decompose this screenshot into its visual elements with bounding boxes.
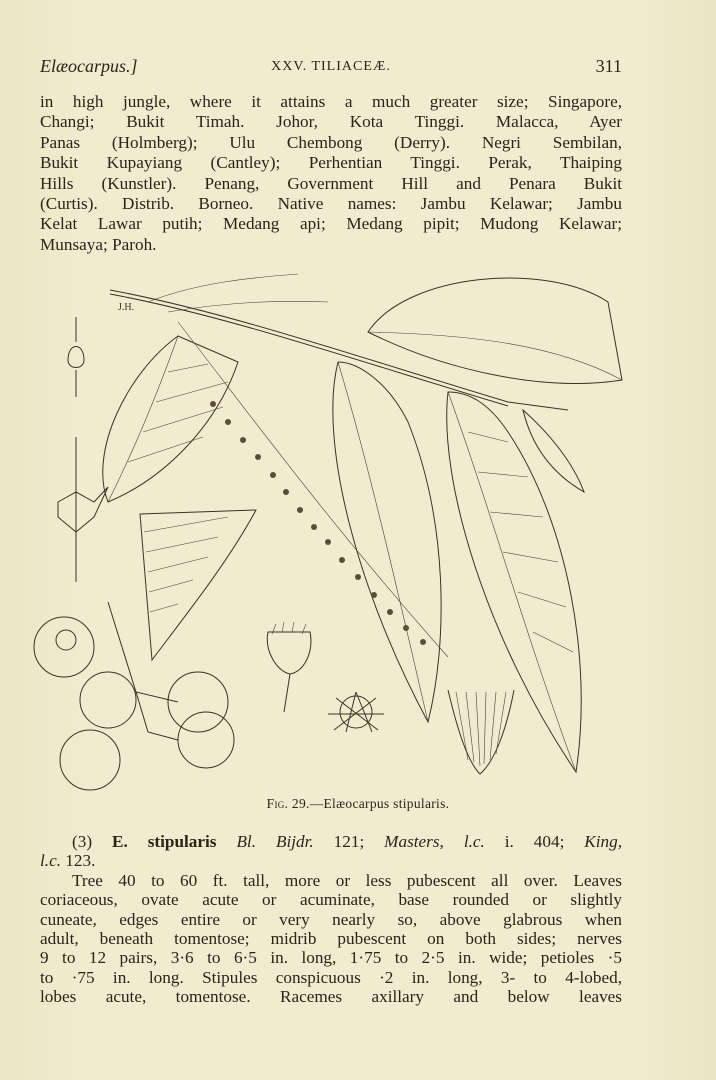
fruit-cluster xyxy=(60,602,234,790)
text-line: in high jungle, where it attains a much greater size; Singapore, xyxy=(40,92,622,111)
reference-work: l.c. xyxy=(40,851,61,871)
raceme-flowers xyxy=(210,401,426,645)
leaf-right xyxy=(447,392,581,772)
reference-page: 123. xyxy=(65,851,96,871)
leaf-center xyxy=(333,362,441,722)
page-number: 311 xyxy=(595,56,622,76)
bud-detail xyxy=(68,317,84,397)
reference-work: l.c. xyxy=(463,832,485,851)
branch xyxy=(110,290,568,410)
description-line: adult, beneath tomentose; midrib pubescent on both sides; nerves xyxy=(40,929,622,949)
text-line: Changi; Bukit Timah. Johor, Kota Tinggi. Malacca, Ayer xyxy=(40,112,622,132)
flower-top-view xyxy=(328,692,384,732)
artist-initials: J.H. xyxy=(118,302,135,313)
description-line: to ·75 in. long. Stipules conspicuous ·2 in. long, 3- to 4-lobed, xyxy=(40,967,622,987)
species-heading-line xyxy=(40,832,622,851)
botanical-illustration xyxy=(28,262,628,792)
continuation-paragraph xyxy=(40,92,622,255)
text-line: Kelat Lawar putih; Medang api; Medang pipit; Mudong Kelawar; xyxy=(40,214,622,234)
description-line: Tree 40 to 60 ft. tall, more or less pubescent all over. Leaves xyxy=(72,870,622,890)
description-line: coriaceous, ovate acute or acuminate, base rounded or slightly xyxy=(40,890,622,910)
section-title: XXV. TILIACEÆ. xyxy=(271,59,391,74)
raceme-stalk xyxy=(178,322,448,657)
leaf-small-right xyxy=(523,410,584,492)
text-line: Munsaya; Paroh. xyxy=(40,234,157,254)
reference-author: Masters, xyxy=(384,832,444,851)
fruit-section xyxy=(34,617,94,677)
species-heading-line xyxy=(40,851,622,870)
leaf-left xyxy=(103,336,238,502)
description-line: cuneate, edges entire or very nearly so, above glabrous when xyxy=(40,909,622,929)
figure-label: Fig. 29. xyxy=(266,796,310,811)
reference-page: 121; xyxy=(333,832,365,851)
text-line: Hills (Kunstler). Penang, Government Hill and Penara Bukit xyxy=(40,173,622,193)
text-line: (Curtis). Distrib. Borneo. Native names: Jambu Kelawar; Jambu xyxy=(40,194,622,214)
reference-author: Bl. xyxy=(236,832,257,851)
figure-title: —Elæocarpus stipularis. xyxy=(309,796,450,811)
figure-caption xyxy=(0,796,716,812)
reference-work: Bijdr. xyxy=(275,832,314,851)
reference-page: i. 404; xyxy=(504,832,565,851)
stipule-detail xyxy=(58,437,108,582)
species-entry xyxy=(40,832,622,1007)
species-number: (3) xyxy=(72,832,93,851)
reference-author: King, xyxy=(584,832,623,851)
text-line: Bukit Kupayiang (Cantley); Perhentian Tinggi. Perak, Thaiping xyxy=(40,153,622,173)
page-header xyxy=(40,56,622,80)
running-head: Elæocarpus.] xyxy=(40,56,138,76)
flower-open xyxy=(267,632,311,712)
flower-sprigs-top xyxy=(148,274,328,312)
description-line: lobes acute, tomentose. Racemes axillary and below leaves xyxy=(40,987,622,1007)
leaf-underside-detail xyxy=(140,510,256,660)
species-name: E. stipularis xyxy=(112,832,217,851)
description-line: 9 to 12 pairs, 3·6 to 6·5 in. long, 1·75 to 2·5 in. wide; petioles ·5 xyxy=(40,948,622,968)
leaf-top-right xyxy=(368,278,622,383)
text-line: Panas (Holmberg); Ulu Chembong (Derry). Negri Sembilan, xyxy=(40,132,622,152)
